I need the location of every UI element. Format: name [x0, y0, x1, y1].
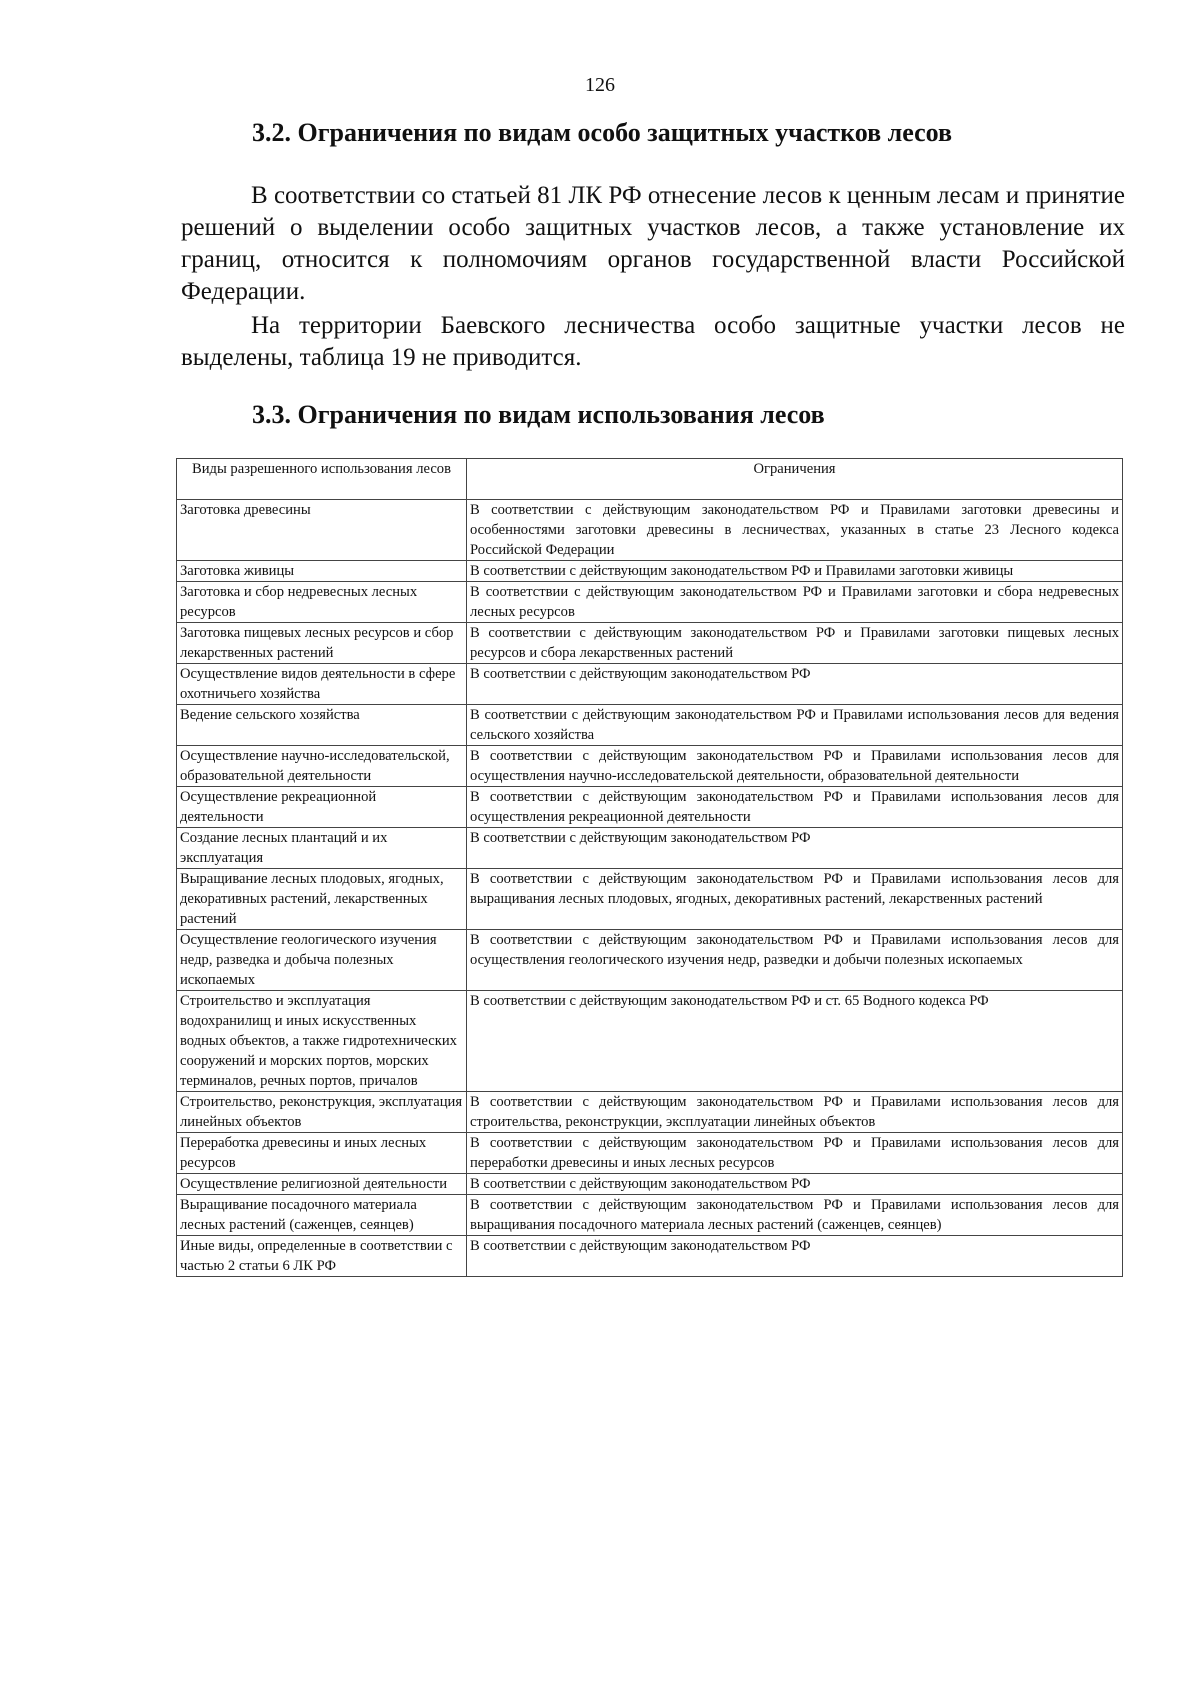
section-3-3-title: 3.3. Ограничения по видам использования лесов	[252, 400, 825, 429]
usage-type-cell: Осуществление научно-исследовательской, образовательной деятельности	[177, 746, 467, 787]
table-row	[177, 561, 1123, 582]
restriction-cell: В соответствии с действующим законодательством РФ и Правилами заготовки живицы	[467, 561, 1123, 582]
page-number: 126	[585, 74, 615, 96]
restriction-cell: В соответствии с действующим законодательством РФ и Правилами использования лесов для ведения сельского хозяйства	[467, 705, 1123, 746]
restrictions-table	[176, 458, 1123, 1277]
usage-type-cell: Строительство, реконструкция, эксплуатация линейных объектов	[177, 1092, 467, 1133]
restriction-cell: В соответствии с действующим законодательством РФ	[467, 1174, 1123, 1195]
usage-type-cell: Переработка древесины и иных лесных ресурсов	[177, 1133, 467, 1174]
usage-type-cell: Заготовка живицы	[177, 561, 467, 582]
table-row	[177, 1092, 1123, 1133]
restriction-cell: В соответствии с действующим законодательством РФ и Правилами использования лесов для осуществления геологического изучения недр, разведки и добычи полезных ископаемых	[467, 930, 1123, 991]
table-header-row	[177, 459, 1123, 500]
usage-type-cell: Осуществление видов деятельности в сфере охотничьего хозяйства	[177, 664, 467, 705]
header-usage-type: Виды разрешенного использования лесов	[177, 459, 467, 500]
usage-type-cell: Ведение сельского хозяйства	[177, 705, 467, 746]
section-3-2-title: 3.2. Ограничения по видам особо защитных участков лесов	[252, 118, 953, 147]
usage-type-cell: Заготовка и сбор недревесных лесных ресурсов	[177, 582, 467, 623]
restriction-cell: В соответствии с действующим законодательством РФ и Правилами использования лесов для выращивания лесных плодовых, ягодных, декоративных растений, лекарственных растений	[467, 869, 1123, 930]
table-row	[177, 787, 1123, 828]
usage-type-cell: Выращивание посадочного материала лесных растений (саженцев, сеянцев)	[177, 1195, 467, 1236]
section-3-2-paragraph-1: В соответствии со статьей 81 ЛК РФ отнесение лесов к ценным лесам и принятие решений о выделении особо защитных участков лесов, а также установление их границ, относится к полномочиям органов государственной власти Российской Федерации.	[181, 182, 1125, 305]
table-row	[177, 1133, 1123, 1174]
table-body	[177, 500, 1123, 1277]
table-row	[177, 664, 1123, 705]
restriction-cell: В соответствии с действующим законодательством РФ и Правилами использования лесов для осуществления рекреационной деятельности	[467, 787, 1123, 828]
restriction-cell: В соответствии с действующим законодательством РФ	[467, 828, 1123, 869]
table-row	[177, 582, 1123, 623]
usage-type-cell: Осуществление рекреационной деятельности	[177, 787, 467, 828]
restriction-cell: В соответствии с действующим законодательством РФ и Правилами заготовки пищевых лесных ресурсов и сбора лекарственных растений	[467, 623, 1123, 664]
restriction-cell: В соответствии с действующим законодательством РФ и Правилами заготовки древесины и особенностями заготовки древесины в лесничествах, указанных в статье 23 Лесного кодекса Российской Федерации	[467, 500, 1123, 561]
table-row	[177, 705, 1123, 746]
usage-type-cell: Заготовка пищевых лесных ресурсов и сбор лекарственных растений	[177, 623, 467, 664]
usage-type-cell: Осуществление религиозной деятельности	[177, 1174, 467, 1195]
table-row	[177, 746, 1123, 787]
restriction-cell: В соответствии с действующим законодательством РФ	[467, 664, 1123, 705]
usage-type-cell: Строительство и эксплуатация водохранилищ и иных искусственных водных объектов, а также гидротехнических сооружений и морских портов, морских терминалов, речных портов, причалов	[177, 991, 467, 1092]
table-row	[177, 1236, 1123, 1277]
table-row	[177, 1195, 1123, 1236]
section-3-2-paragraph-2: На территории Баевского лесничества особо защитные участки лесов не выделены, таблица 19 не приводится.	[181, 312, 1125, 371]
restriction-cell: В соответствии с действующим законодательством РФ и Правилами использования лесов для осуществления научно-исследовательской деятельности, образовательной деятельности	[467, 746, 1123, 787]
table-row	[177, 828, 1123, 869]
usage-type-cell: Осуществление геологического изучения недр, разведка и добыча полезных ископаемых	[177, 930, 467, 991]
table-row	[177, 869, 1123, 930]
usage-type-cell: Создание лесных плантаций и их эксплуатация	[177, 828, 467, 869]
restriction-cell: В соответствии с действующим законодательством РФ и Правилами заготовки и сбора недревесных лесных ресурсов	[467, 582, 1123, 623]
table-row	[177, 500, 1123, 561]
restriction-cell: В соответствии с действующим законодательством РФ и ст. 65 Водного кодекса РФ	[467, 991, 1123, 1092]
usage-type-cell: Иные виды, определенные в соответствии с частью 2 статьи 6 ЛК РФ	[177, 1236, 467, 1277]
usage-type-cell: Заготовка древесины	[177, 500, 467, 561]
restriction-cell: В соответствии с действующим законодательством РФ и Правилами использования лесов для строительства, реконструкции, эксплуатации линейных объектов	[467, 1092, 1123, 1133]
usage-type-cell: Выращивание лесных плодовых, ягодных, декоративных растений, лекарственных растений	[177, 869, 467, 930]
restriction-cell: В соответствии с действующим законодательством РФ и Правилами использования лесов для переработки древесины и иных лесных ресурсов	[467, 1133, 1123, 1174]
restriction-cell: В соответствии с действующим законодательством РФ и Правилами использования лесов для выращивания посадочного материала лесных растений (саженцев, сеянцев)	[467, 1195, 1123, 1236]
table-row	[177, 930, 1123, 991]
table-row	[177, 991, 1123, 1092]
header-restrictions: Ограничения	[467, 459, 1123, 500]
restriction-cell: В соответствии с действующим законодательством РФ	[467, 1236, 1123, 1277]
table-row	[177, 623, 1123, 664]
table-row	[177, 1174, 1123, 1195]
